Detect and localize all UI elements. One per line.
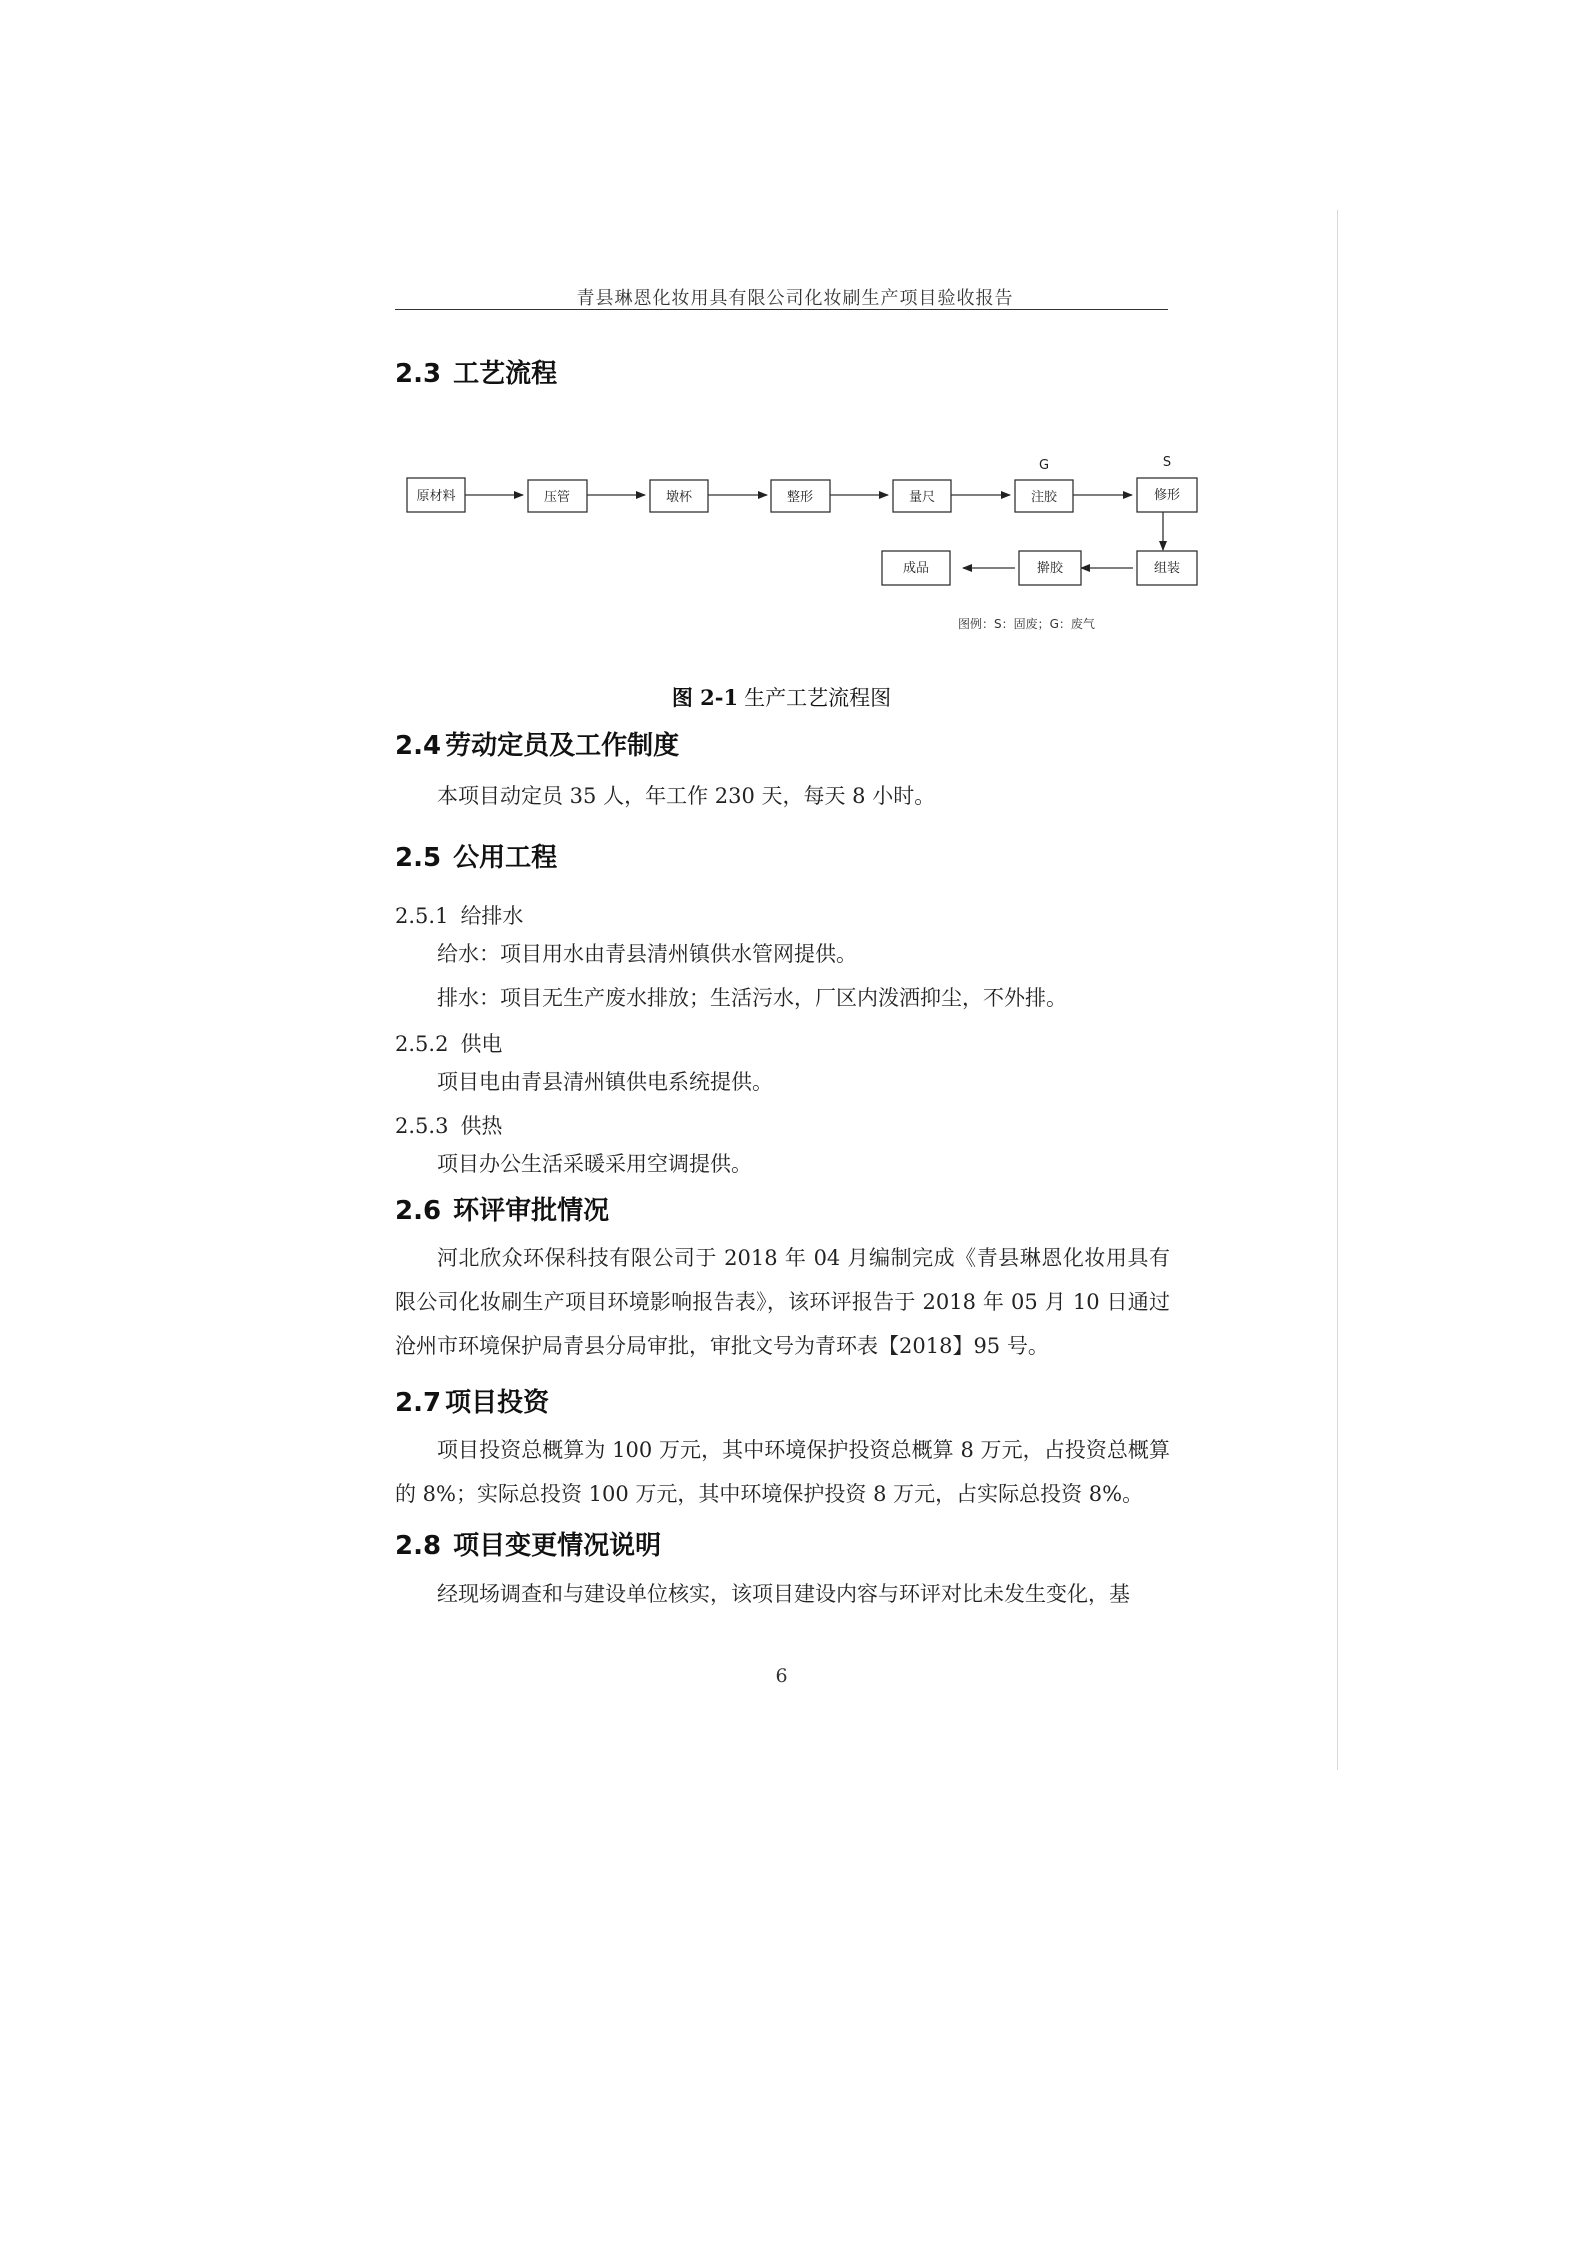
subsection-title: 给排水 bbox=[460, 904, 524, 928]
flow-node-trimming: 修形 bbox=[1153, 488, 1181, 503]
labor-paragraph: 本项目动定员 35 人，年工作 230 天，每天 8 小时。 bbox=[437, 784, 936, 808]
flow-node-measure: 量尺 bbox=[908, 490, 936, 505]
subsection-title: 供热 bbox=[460, 1114, 503, 1138]
flow-node-glue-injection: 注胶 bbox=[1030, 490, 1058, 505]
section-title: 工艺流程 bbox=[453, 359, 558, 389]
section-2-5-heading bbox=[395, 837, 557, 874]
flow-node-cup: 墩杯 bbox=[665, 490, 693, 505]
scan-edge-divider bbox=[1337, 210, 1338, 1770]
header-divider bbox=[395, 309, 1168, 310]
flow-node-press-tube: 压管 bbox=[543, 490, 571, 505]
figure-number: 图 2-1 bbox=[671, 685, 739, 710]
heating-paragraph: 项目办公生活采暖采用空调提供。 bbox=[437, 1152, 752, 1176]
section-number: 2.3 bbox=[395, 359, 442, 389]
section-number: 2.6 bbox=[395, 1196, 442, 1226]
section-title: 劳动定员及工作制度 bbox=[445, 731, 680, 761]
section-2-7-heading bbox=[395, 1382, 549, 1419]
subsection-number: 2.5.2 bbox=[395, 1032, 449, 1056]
section-2-6-heading bbox=[395, 1190, 609, 1227]
flow-node-glue-wipe: 擀胶 bbox=[1036, 561, 1064, 576]
process-flowchart bbox=[395, 440, 1215, 650]
section-number: 2.8 bbox=[395, 1531, 442, 1561]
flow-node-product: 成品 bbox=[902, 561, 930, 576]
section-2-4-heading bbox=[395, 725, 679, 762]
figure-title: 生产工艺流程图 bbox=[744, 686, 892, 710]
flow-marker-s: S bbox=[1162, 455, 1172, 470]
report-header-title: 青县琳恩化妆用具有限公司化妆刷生产项目验收报告 bbox=[576, 288, 1014, 309]
section-number: 2.7 bbox=[395, 1388, 442, 1418]
flow-node-shaping: 整形 bbox=[786, 490, 814, 505]
eia-paragraph: 河北欣众环保科技有限公司于 2018 年 04 月编制完成《青县琳恩化妆用具有限公司化妆刷生产项目环境影响报告表》，该环评报告于 2018 年 05 月 10 日通过沧州市环境保护局青县分局审批，审批文号为青环表【2018】95 号。 bbox=[395, 1246, 1170, 1358]
flow-node-assembly: 组装 bbox=[1153, 561, 1181, 576]
section-title: 公用工程 bbox=[453, 843, 558, 873]
page-number: 6 bbox=[775, 1665, 788, 1687]
section-number: 2.5 bbox=[395, 843, 442, 873]
changes-paragraph: 经现场调查和与建设单位核实，该项目建设内容与环评对比未发生变化，基 bbox=[437, 1582, 1130, 1606]
figure-caption bbox=[395, 682, 1168, 712]
section-number: 2.4 bbox=[395, 731, 442, 761]
section-title: 项目变更情况说明 bbox=[453, 1531, 662, 1561]
power-paragraph: 项目电由青县清州镇供电系统提供。 bbox=[437, 1070, 773, 1094]
section-title: 项目投资 bbox=[445, 1388, 550, 1418]
section-2-8-heading bbox=[395, 1525, 661, 1562]
section-title: 环评审批情况 bbox=[453, 1196, 610, 1226]
subsection-2-5-2-heading bbox=[395, 1028, 502, 1058]
subsection-number: 2.5.3 bbox=[395, 1114, 449, 1138]
flow-legend: 图例：S：固废；G：废气 bbox=[958, 617, 1095, 631]
water-supply-paragraph: 给水：项目用水由青县清州镇供水管网提供。 bbox=[437, 942, 857, 966]
flow-marker-g: G bbox=[1038, 458, 1050, 473]
subsection-2-5-1-heading bbox=[395, 900, 523, 930]
investment-paragraph: 项目投资总概算为 100 万元，其中环境保护投资总概算 8 万元，占投资总概算的 8%；实际总投资 100 万元，其中环境保护投资 8 万元，占实际总投资 8%。 bbox=[395, 1438, 1170, 1506]
water-drain-paragraph: 排水：项目无生产废水排放；生活污水，厂区内泼洒抑尘，不外排。 bbox=[437, 986, 1067, 1010]
flow-node-raw-material: 原材料 bbox=[416, 489, 456, 504]
subsection-number: 2.5.1 bbox=[395, 904, 449, 928]
section-2-3-heading bbox=[395, 353, 557, 390]
subsection-title: 供电 bbox=[460, 1032, 503, 1056]
subsection-2-5-3-heading bbox=[395, 1110, 502, 1140]
